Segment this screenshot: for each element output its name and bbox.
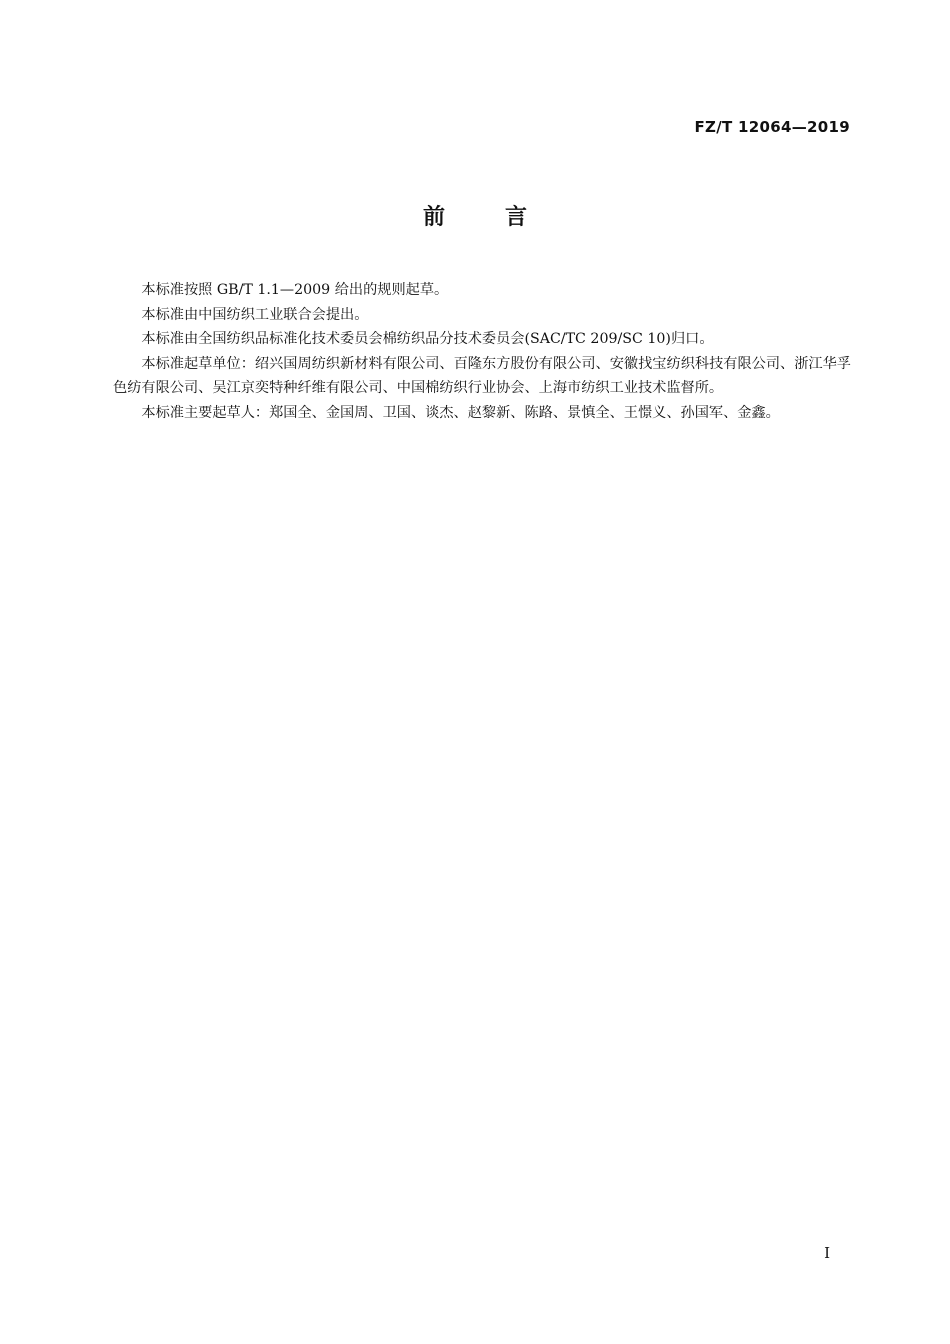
- paragraph-drafting-units: 本标准起草单位：绍兴国周纺织新材料有限公司、百隆东方股份有限公司、安徽找宝纺织科技有限公司、浙江华孚色纺有限公司、吴江京奕特种纤维有限公司、中国棉纺织行业协会、上海市纺织工业技术监督所。: [113, 355, 851, 396]
- page-title: 前言: [422, 205, 587, 230]
- standard-code: FZ/T 12064—2019: [694, 118, 850, 136]
- paragraph-drafting-rules: 本标准按照 GB/T 1.1—2009 给出的规则起草。: [141, 282, 449, 298]
- paragraph-proposer: 本标准由中国纺织工业联合会提出。: [141, 306, 369, 323]
- foreword-body: [113, 278, 851, 425]
- paragraph-administrator: 本标准由全国纺织品标准化技术委员会棉纺织品分技术委员会(SAC/TC 209/SC 10)归口。: [141, 331, 714, 347]
- paragraph-drafters: 本标准主要起草人：郑国全、金国周、卫国、谈杰、赵黎新、陈路、景慎全、王憬义、孙国军、金鑫。: [141, 404, 780, 421]
- page-number: I: [824, 1244, 830, 1262]
